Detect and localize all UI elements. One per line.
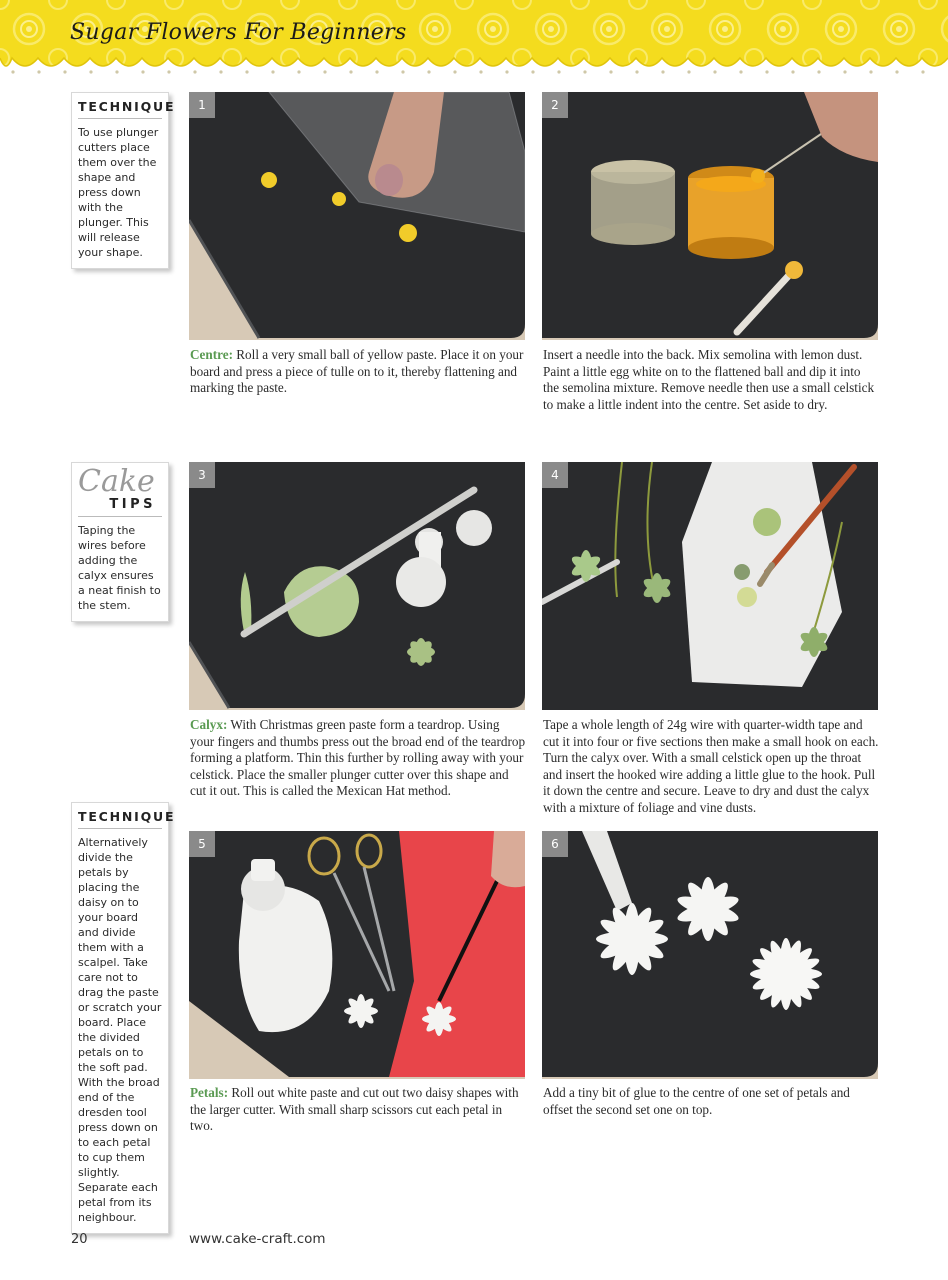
technique-heading: TECHNIQUE <box>78 809 162 829</box>
tips-heading: TIPS <box>78 497 162 517</box>
step-caption-3 <box>190 717 526 800</box>
step-lead: Centre: <box>190 347 233 362</box>
step-photo-5 <box>189 831 525 1079</box>
cake-tips-box <box>71 462 169 622</box>
step-caption-1 <box>190 347 526 397</box>
step-lead: Petals: <box>190 1085 229 1100</box>
step-text: Tape a whole length of 24g wire with quarter-width tape and cut it into four or five sections then make a small hook on each. Turn the calyx over. With a small celstick open up the throat and insert the hooked wire adding a little glue to the hook. Pull it down the centre and secure. Leave to dry and dust the calyx with a mixture of foliage and vine dusts. <box>543 717 879 815</box>
step-number-badge: 4 <box>542 462 568 488</box>
step-number-badge: 3 <box>189 462 215 488</box>
header-banner <box>0 0 948 78</box>
step-caption-2 <box>543 347 879 413</box>
technique-box-2 <box>71 802 176 1234</box>
page-header-title: Sugar Flowers For Beginners <box>70 20 407 45</box>
page-number: 20 <box>71 1232 88 1247</box>
technique-text: To use plunger cutters place them over the shape and press down with the plunger. This will release your shape. <box>78 126 159 259</box>
footer-url-link[interactable]: www.cake-craft.com <box>189 1231 326 1247</box>
step-photo-3 <box>189 462 525 710</box>
step-text: Add a tiny bit of glue to the centre of one set of petals and offset the second set one on top. <box>543 1085 850 1117</box>
technique-heading: TECHNIQUE <box>78 99 162 119</box>
step-text: Insert a needle into the back. Mix semolina with lemon dust. Paint a little egg white on to the flattened ball and dip it into the semolina mixture. Remove needle then use a small celstick to make a little indent into the centre. Set aside to dry. <box>543 347 875 412</box>
cake-logo: Cake <box>78 464 155 499</box>
step-text: Roll a very small ball of yellow paste. Place it on your board and press a piece of tulle on to it, thereby flattening and marking the paste. <box>190 347 524 396</box>
step-photo-6 <box>542 831 878 1079</box>
step-caption-5 <box>190 1085 526 1135</box>
step-number-badge: 6 <box>542 831 568 857</box>
technique-text: Alternatively divide the petals by placing the daisy on to your board and divide them with a scalpel. Take care not to drag the paste or scratch your board. Place the divided petals on to the soft pad. With the broad end of the dresden tool press down on to each petal to cup them slightly. Separate each petal from its neighbour. <box>78 836 162 1224</box>
step-caption-6 <box>543 1085 879 1118</box>
step-text: Roll out white paste and cut out two daisy shapes with the larger cutter. With small sharp scissors cut each petal in two. <box>190 1085 519 1134</box>
technique-box-1 <box>71 92 176 269</box>
step-number-badge: 2 <box>542 92 568 118</box>
step-number-badge: 5 <box>189 831 215 857</box>
tips-text: Taping the wires before adding the calyx ensures a neat finish to the stem. <box>78 524 161 612</box>
step-photo-4 <box>542 462 878 710</box>
step-number-badge: 1 <box>189 92 215 118</box>
step-photo-2 <box>542 92 878 340</box>
step-caption-4 <box>543 717 879 817</box>
step-text: With Christmas green paste form a teardrop. Using your fingers and thumbs press out the broad end of the teardrop forming a platform. Thin this further by rolling away with your celstick. Place the smaller plunger cutter over this shape and cut it out. This is called the Mexican Hat method. <box>190 717 526 799</box>
step-lead: Calyx: <box>190 717 228 732</box>
step-photo-1 <box>189 92 525 340</box>
